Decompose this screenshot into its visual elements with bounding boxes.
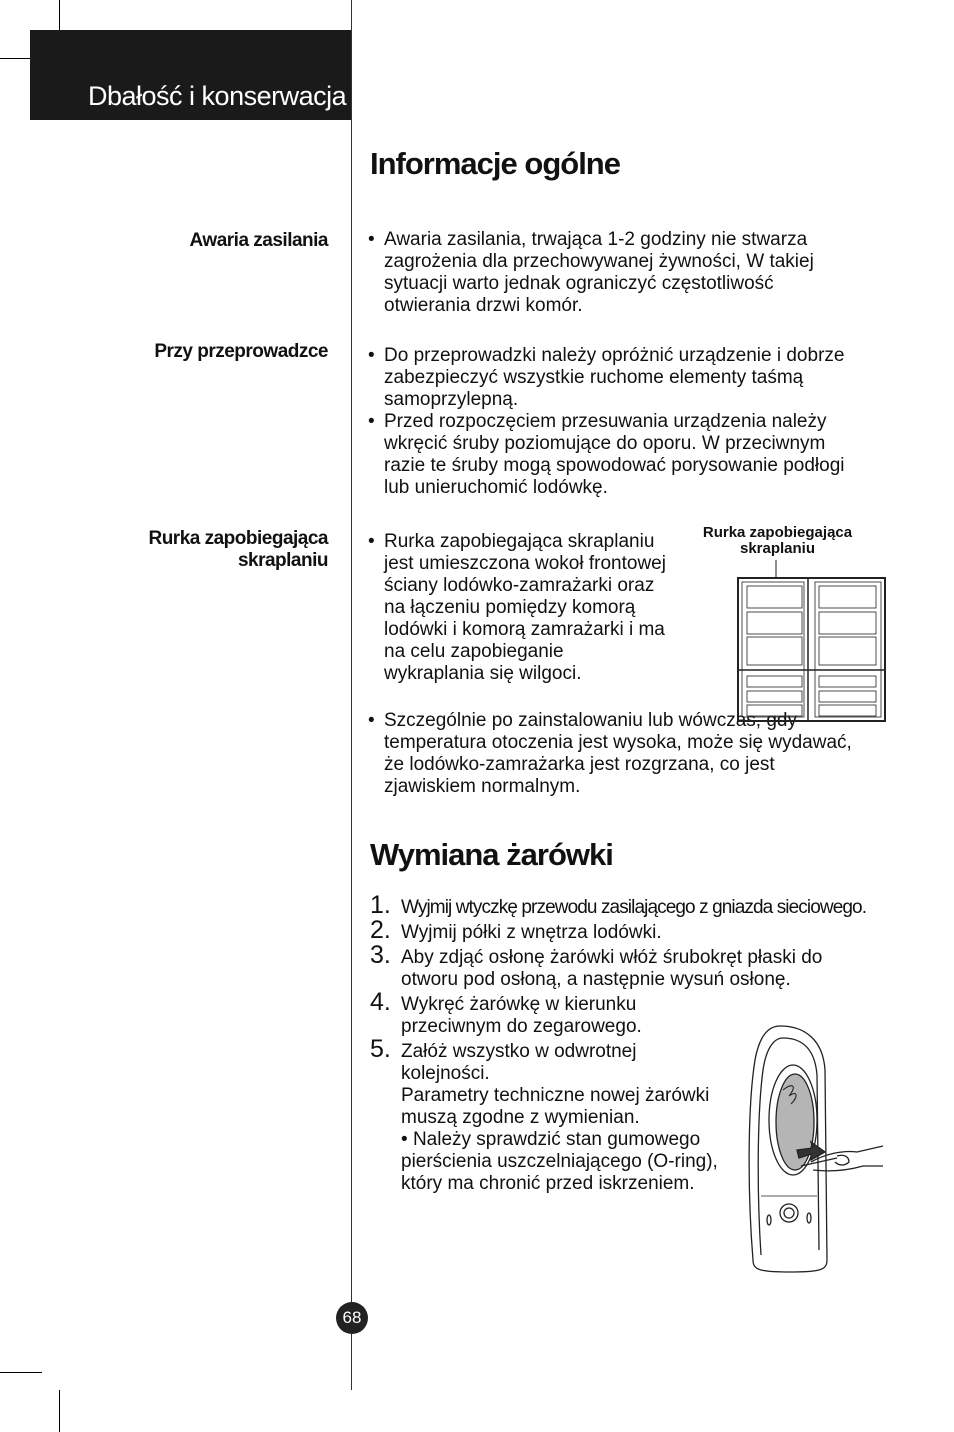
step-number: 3. — [370, 941, 391, 969]
figure-title-anti-condensation: Rurka zapobiegająca skraplaniu — [702, 524, 853, 557]
step-item — [370, 891, 931, 919]
bulb-spec-note: Parametry techniczne nowej żarówki muszą zgodne z wymienian. — [401, 1085, 710, 1128]
crop-mark — [0, 1372, 42, 1373]
step-number: 5. — [370, 1035, 391, 1063]
step-number: 4. — [370, 988, 391, 1016]
step-text: Wyjmij półki z wnętrza lodówki. — [401, 922, 662, 943]
crop-mark — [59, 1390, 60, 1432]
step-text: Wyjmij wtyczkę przewodu zasilającego z gniazda sieciowego. — [401, 897, 867, 918]
moving-text — [368, 345, 858, 499]
label-moving: Przy przeprowadzce — [154, 341, 328, 362]
step-item — [370, 988, 681, 1038]
bulb-oring-note: • Należy sprawdzić stan gumowego pierścienia uszczelniającego (O-ring), który ma chronić przed iskrzeniem. — [401, 1129, 718, 1194]
bullet-item: • Przed rozpoczęciem przesuwania urządzenia należy wkręcić śruby poziomujące do oporu. W przeciwnym razie te śruby mogą spowodować porysowanie podłogi lub unieruchomić lodówkę. — [368, 411, 858, 499]
column-divider — [351, 0, 352, 1390]
step-text: Aby zdjąć osłonę żarówki włóż śrubokręt płaski do otworu pod osłoną, a następnie wysuń osłonę. — [401, 947, 823, 990]
fridge-illustration — [730, 560, 890, 725]
bullet-item: • Do przeprowadzki należy opróżnić urządzenie i dobrze zabezpieczyć wszystkie ruchome elementy taśmą samoprzylepną. — [368, 345, 858, 411]
step-item — [370, 1035, 671, 1085]
bullet-item: • Awaria zasilania, trwająca 1-2 godziny nie stwarza zagrożenia dla przechowywanej żywności, W takiej sytuacji warto jednak ograniczyć częstotliwość otwierania drzwi komór. — [368, 229, 848, 317]
label-power-failure: Awaria zasilania — [189, 230, 328, 251]
bullet-item: • Szczególnie po zainstalowaniu lub wówczas, gdy temperatura otoczenia jest wysoka, może się wydawać, że lodówko-zamrażarka jest rozgrzana, co jest zjawiskiem normalnym. — [368, 710, 868, 798]
step-text: Wykręć żarówkę w kierunku przeciwnym do zegarowego. — [401, 994, 642, 1037]
section-title-general: Informacje ogólne — [370, 146, 620, 181]
step-text: Załóż wszystko w odwrotnej kolejności. — [401, 1041, 637, 1084]
power-failure-text — [368, 229, 848, 317]
step-number: 2. — [370, 916, 391, 944]
step-number: 1. — [370, 891, 391, 919]
bulb-replacement-illustration — [745, 1020, 885, 1275]
chapter-title: Dbałość i konserwacja — [88, 81, 347, 111]
anti-condensation-text-1 — [368, 531, 668, 685]
page-number: 68 — [336, 1302, 368, 1334]
label-anti-condensation: Rurka zapobiegająca skraplaniu — [148, 528, 328, 571]
chapter-header — [30, 30, 351, 120]
step-item — [370, 916, 901, 944]
bullet-item: • Rurka zapobiegająca skraplaniu jest umieszczona wokoł frontowej ściany lodówko-zamrażarki oraz na łączeniu pomiędzy komorą lodówki i komorą zamrażarki i ma na celu zapobieganie wykraplania się wilgoci. — [368, 531, 668, 685]
section-title-bulb: Wymiana żarówki — [370, 837, 613, 872]
step-item — [370, 941, 871, 991]
